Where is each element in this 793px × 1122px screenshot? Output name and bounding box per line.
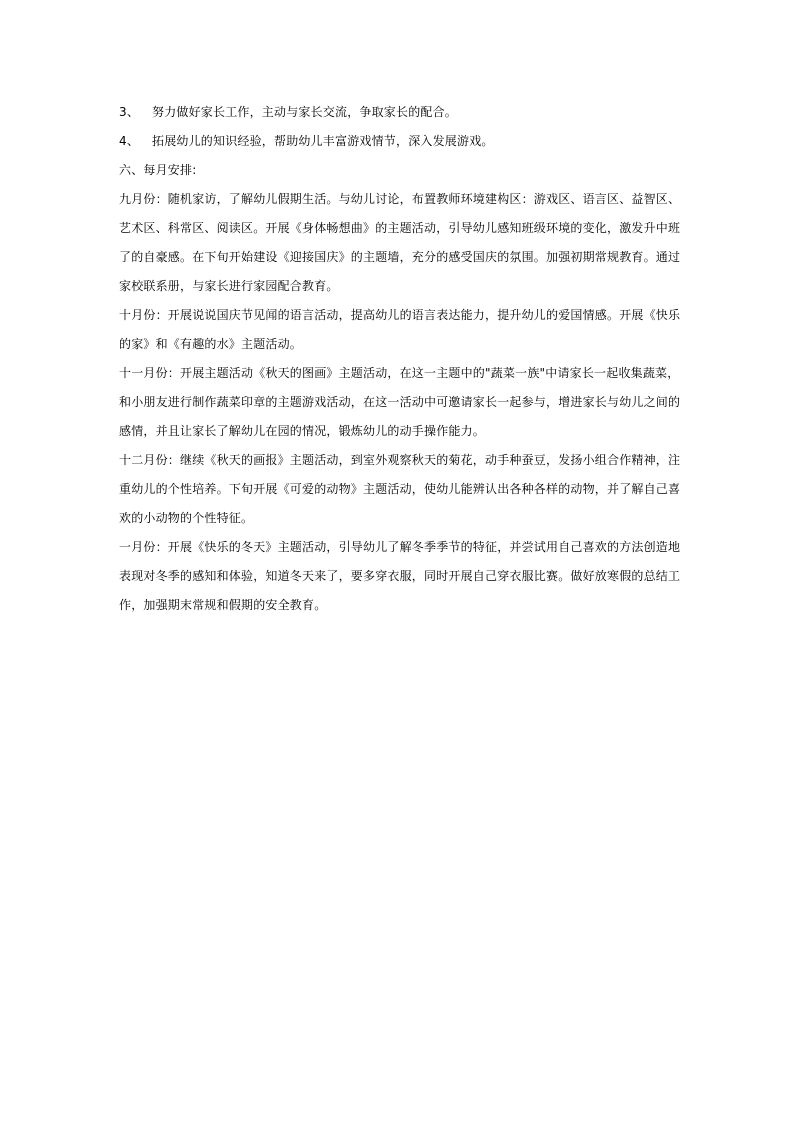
paragraph-october	[119, 301, 681, 359]
paragraph-line: 十一月份：开展主题活动《秋天的图画》主题活动，在这一主题中的"蔬菜一族"中请家长一起收集蔬菜，	[119, 366, 680, 380]
paragraph-november	[119, 359, 681, 446]
paragraph-line: 一月份：开展《快乐的冬天》主题活动，引导幼儿了解冬季季节的特征，并尝试用自己喜欢的方法创造地	[119, 540, 681, 554]
paragraph-line: 艺术区、科常区、阅读区。开展《身体畅想曲》的主题活动，引导幼儿感知班级环境的变化，激发升中班	[119, 221, 681, 235]
paragraph-line: 九月份：随机家访，了解幼儿假期生活。与幼儿讨论，布置教师环境建构区：游戏区、语言区、益智区、	[119, 192, 681, 206]
list-number: 3、	[119, 105, 140, 119]
list-item-4	[119, 127, 675, 156]
document-body	[119, 98, 681, 620]
paragraph-line: 作，加强期末常规和假期的安全教育。	[119, 598, 327, 612]
paragraph-line: 感情，并且让家长了解幼儿在园的情况，锻炼幼儿的动手操作能力。	[119, 424, 486, 438]
list-number: 4、	[119, 134, 140, 148]
list-item-3	[119, 98, 675, 127]
paragraph-line: 了的自豪感。在下旬开始建设《迎接国庆》的主题墙，充分的感受国庆的氛围。加强初期常规教育。通过	[119, 250, 681, 264]
paragraph-line: 欢的小动物的个性特征。	[119, 511, 254, 525]
paragraph-line: 十二月份：继续《秋天的画报》主题活动，到室外观察秋天的菊花，动手种蚕豆，发扬小组合作精神，注	[119, 453, 681, 467]
section-heading-monthly-plan: 六、每月安排:	[119, 163, 197, 177]
paragraph-line: 十月份：开展说说国庆节见闻的语言活动，提高幼儿的语言表达能力，提升幼儿的爱国情感。开展《快乐	[119, 308, 681, 322]
paragraph-line: 的家》和《有趣的水》主题活动。	[119, 337, 303, 351]
list-text: 拓展幼儿的知识经验，帮助幼儿丰富游戏情节，深入发展游戏。	[152, 134, 494, 148]
paragraph-december	[119, 446, 681, 533]
paragraph-line: 表现对冬季的感知和体验，知道冬天来了，要多穿衣服，同时开展自己穿衣服比赛。做好放寒假的总结工	[119, 569, 681, 583]
list-text: 努力做好家长工作，主动与家长交流，争取家长的配合。	[152, 105, 458, 119]
paragraph-january	[119, 533, 681, 620]
paragraph-september	[119, 185, 681, 301]
paragraph-line: 家校联系册，与家长进行家园配合教育。	[119, 279, 339, 293]
paragraph-line: 重幼儿的个性培养。下旬开展《可爱的动物》主题活动，使幼儿能辨认出各种各样的动物，并了解自己喜	[119, 482, 681, 496]
paragraph-line: 和小朋友进行制作蔬菜印章的主题游戏活动，在这一活动中可邀请家长一起参与，增进家长与幼儿之间的	[119, 395, 681, 409]
